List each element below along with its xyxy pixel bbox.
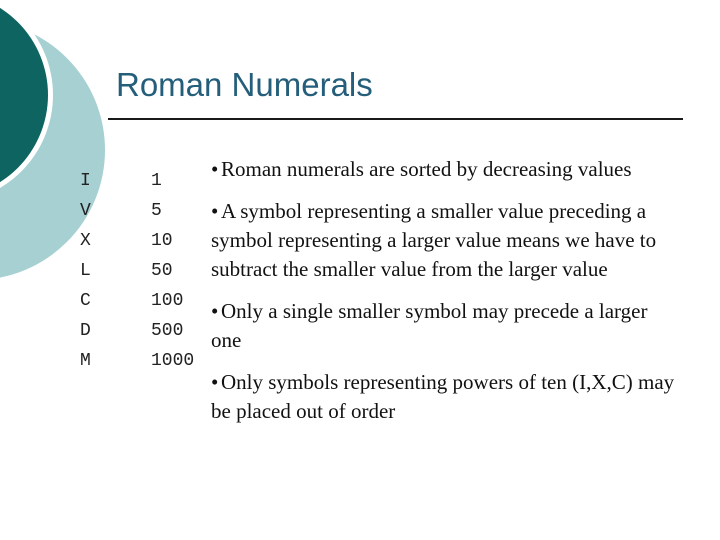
numeral-value: 5: [151, 201, 162, 221]
numeral-symbol: C: [80, 291, 91, 311]
numeral-symbol: X: [80, 231, 91, 251]
numeral-value: 1000: [151, 351, 195, 371]
bullet-text: • Only a single smaller symbol may precede a larger one: [211, 299, 648, 352]
numeral-symbols-column: [80, 166, 91, 376]
slide-title: Roman Numerals: [116, 66, 373, 103]
numeral-value: 1: [151, 171, 162, 191]
numeral-value: 100: [151, 291, 184, 311]
numeral-value: 50: [151, 261, 173, 281]
numeral-symbol: I: [80, 171, 91, 191]
bullet-text: • A symbol representing a smaller value preceding a symbol representing a larger value means we have to subtract the smaller value from the larger value: [211, 199, 657, 281]
bullet-list: [211, 155, 681, 439]
bullet-text: • Roman numerals are sorted by decreasing values: [221, 157, 632, 181]
decorative-circles: [0, 0, 110, 300]
numeral-value: 500: [151, 321, 184, 341]
numeral-symbol: V: [80, 201, 91, 221]
numeral-symbol: D: [80, 321, 91, 341]
numeral-symbol: M: [80, 351, 91, 371]
decorative-circles-graphic: [0, 0, 110, 300]
numeral-value: 10: [151, 231, 173, 251]
bullet-item: [211, 197, 681, 284]
title-underline: [108, 118, 683, 120]
bullet-item: [211, 297, 681, 355]
bullet-item: [211, 368, 681, 426]
numeral-symbol: L: [80, 261, 91, 281]
numeral-values-column: [151, 166, 194, 376]
bullet-text: • Only symbols representing powers of ten (I,X,C) may be placed out of order: [211, 370, 675, 423]
bullet-item: [211, 155, 681, 184]
